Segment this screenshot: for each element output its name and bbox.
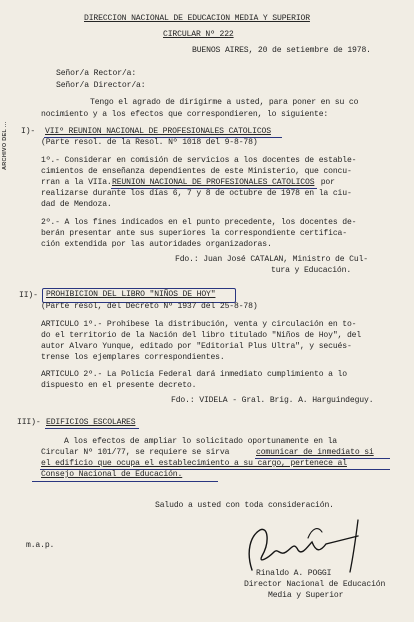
section-3-number: III)- [17, 418, 41, 427]
section-2-reference: (Parte resol, del Decreto Nº 1937 del 25-8-78) [41, 302, 258, 311]
intro-line-1: Tengo el agrado de dirigirme a usted, para poner en su co [90, 98, 359, 107]
section-1-p1-line-3b: por [316, 178, 335, 187]
document-date: BUENOS AIRES, 20 de setiembre de 1978. [192, 46, 371, 55]
section-2-art1-line-3: autor Alvaro Yunque, editado por "Editorial Plus Ultra", y secués- [41, 342, 352, 351]
section-1-signature-line-2: tura y Educación. [271, 266, 352, 275]
ink-underline [45, 428, 139, 429]
section-1-p1-line-5: dad de Mendoza. [41, 200, 112, 209]
section-1-signature-line-1: Fdo.: Juan José CATALAN, Ministro de Cul- [175, 255, 368, 264]
section-1-p2-line-3: ción extendida por las autoridades organizadoras. [41, 240, 272, 249]
section-1-p2-line-2: berán presentar ante sus superiores la correspondiente certifica- [41, 229, 347, 238]
office-title: DIRECCION NACIONAL DE EDUCACION MEDIA Y SUPERIOR [84, 14, 310, 23]
section-1-reference: (Parte resol. de la Resol. Nº 1018 del 9-8-78) [41, 138, 258, 147]
section-2-art2-line-1: ARTICULO 2º.- La Policía Federal dará inmediato cumplimiento a lo [41, 370, 347, 379]
ink-underline [255, 458, 390, 459]
salutation-director: Señor/a Director/a: [56, 81, 146, 90]
section-3-line-2a: Circular Nº 101/77, se requiere se sirva [41, 448, 234, 457]
section-2-number: II)- [19, 291, 38, 300]
section-2-art1-line-1: ARTICULO 1º.- Prohíbese la distribución, venta y circulación en to- [41, 320, 357, 329]
section-1-p1-line-1: 1º.- Considerar en comisión de servicios a los docentes de estable- [41, 156, 357, 165]
section-1-p1-line-4: realizarse durante los días 6, 7 y 8 de octubre de 1978 en la ciu- [41, 189, 352, 198]
section-1-p1-line-3a: rran a la VIIa. [41, 178, 112, 187]
section-3-line-4: Consejo Nacional de Educación. [41, 470, 183, 479]
signatory-name: Rinaldo A. POGGI [256, 569, 332, 578]
section-2-art1-line-2: do el territorio de la Nación del libro titulado "Niños de Hoy", del [41, 331, 362, 340]
ink-underline [40, 469, 390, 470]
section-1-event-name: REUNION NACIONAL DE PROFESIONALES CATOLICOS [112, 178, 315, 187]
section-1-p1-line-2: cimientos de enseñanza dependientes de este Ministerio, que concu- [41, 167, 352, 176]
signatory-title-2: Media y Superior [268, 591, 344, 600]
typist-initials: m.a.p. [26, 541, 55, 550]
section-2-art1-line-4: trense los ejemplares correspondientes. [41, 353, 225, 362]
section-3-request-highlight: comunicar de inmediato si [256, 448, 374, 457]
section-3-line-3: el edificio que ocupa el establecimiento a su cargo, pertenece al [41, 459, 347, 468]
section-1-number: I)- [21, 127, 36, 136]
archive-margin-stamp: ARCHIVO DEL ... [2, 121, 8, 170]
closing-greeting: Saludo a usted con toda consideración. [155, 501, 334, 510]
salutation-rector: Señor/a Rector/a: [56, 69, 137, 78]
intro-line-2: nocimiento y a los efectos que correspondieren, lo siguiente: [41, 110, 329, 119]
section-1-p2-line-1: 2º.- A los fines indicados en el punto precedente, los docentes de- [41, 218, 357, 227]
section-2-title: PROHIBICION DEL LIBRO "NIÑOS DE HOY" [46, 290, 216, 299]
signatory-title-1: Director Nacional de Educación [244, 580, 386, 589]
section-2-art2-line-2: dispuesto en el presente decreto. [41, 381, 197, 390]
section-1-title: VIIº REUNION NACIONAL DE PROFESIONALES CATOLICOS [45, 127, 271, 136]
section-3-title: EDIFICIOS ESCOLARES [46, 418, 136, 427]
section-3-line-1: A los efectos de ampliar lo solicitado oportunamente en la [64, 437, 338, 446]
section-2-signature: Fdo.: VIDELA - Gral. Brig. A. Harguindeguy. [171, 396, 374, 405]
ink-underline [32, 481, 218, 482]
circular-number: CIRCULAR Nº 222 [163, 30, 234, 39]
